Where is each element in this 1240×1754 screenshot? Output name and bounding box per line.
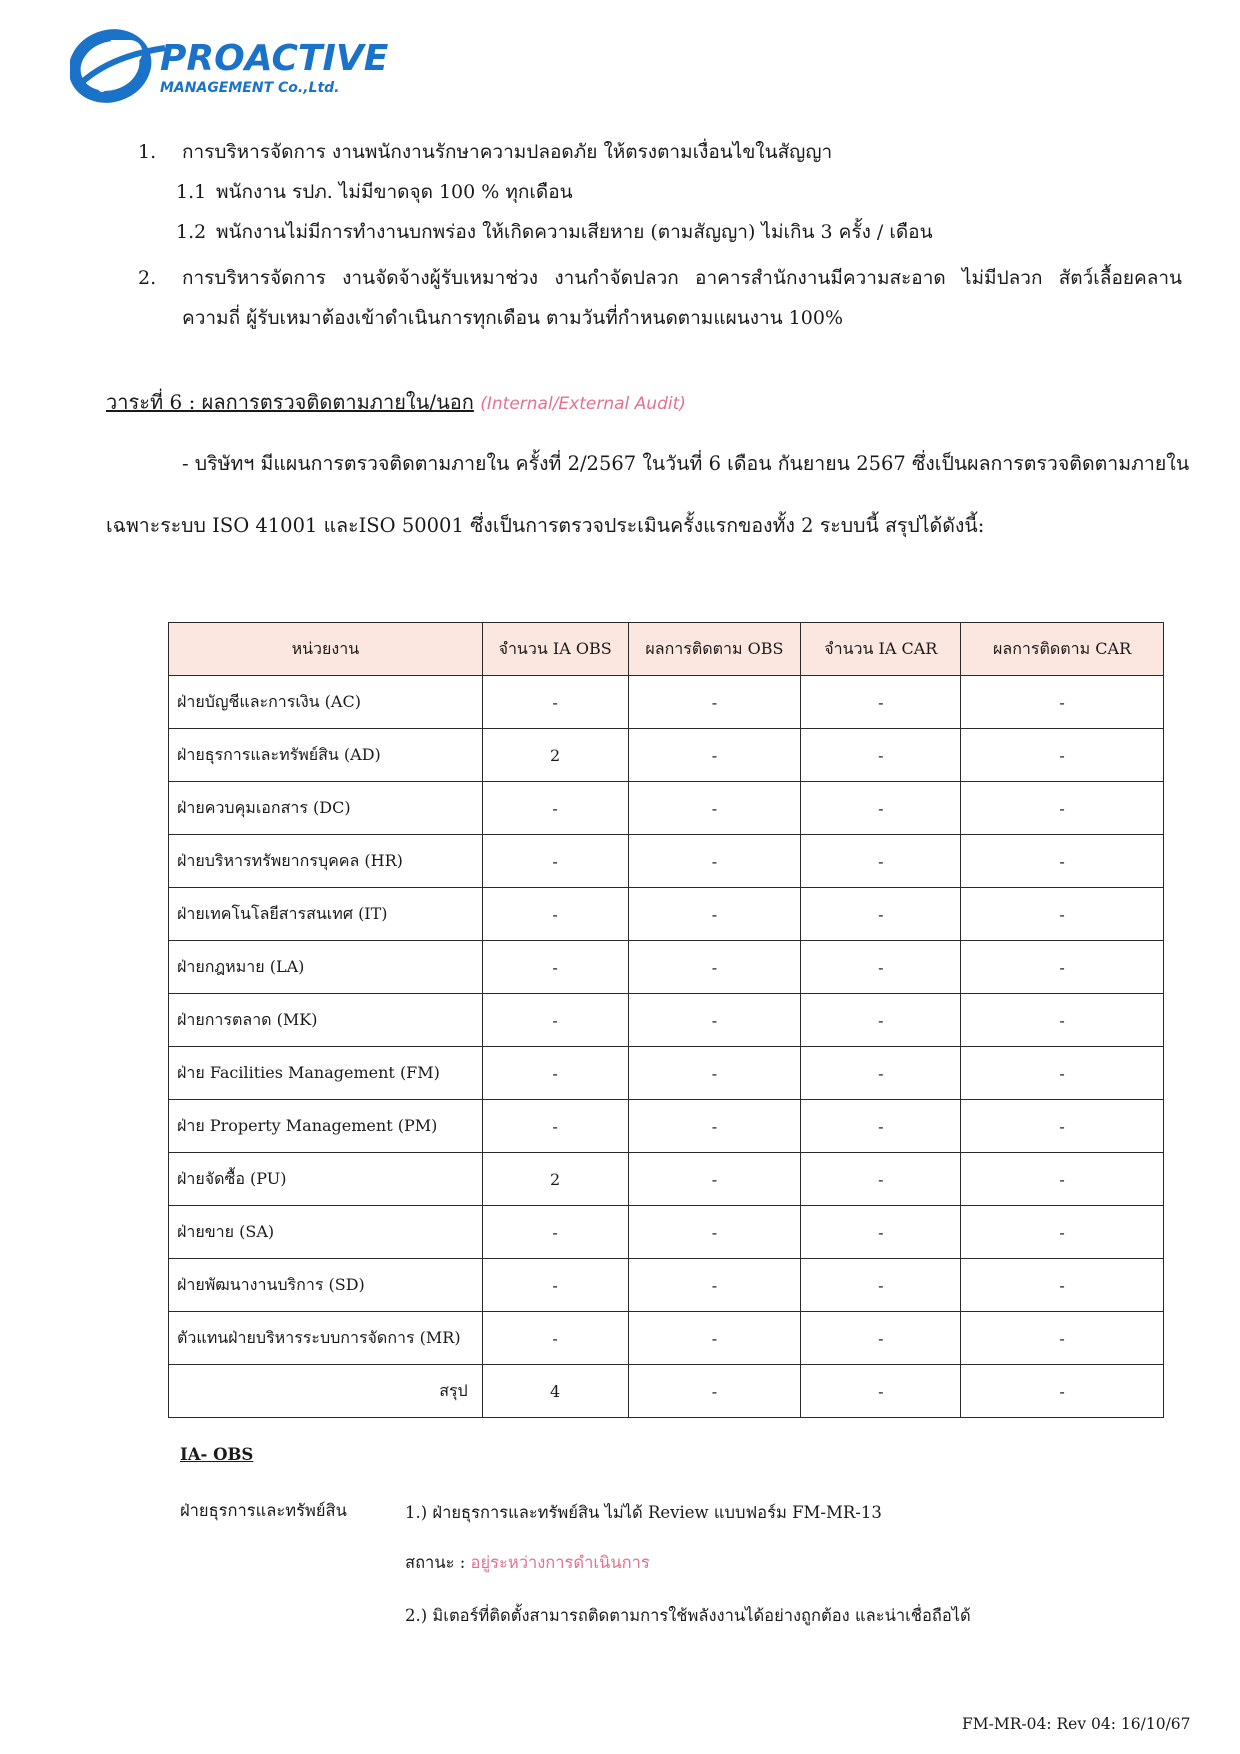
cell-car-followup: - (961, 941, 1164, 994)
list-subitem-number: 1.2 (176, 221, 207, 243)
agenda-heading (106, 386, 686, 418)
logo-subtitle: MANAGEMENT Co.,Ltd. (160, 80, 340, 96)
cell-ia-obs: - (482, 676, 628, 729)
list-item (138, 138, 1168, 178)
obs-note-item-1: 1.) ฝ่ายธุรการและทรัพย์สิน ไม่ได้ Review แบบฟอร์ม FM-MR-13 (405, 1503, 882, 1522)
cell-obs-followup: - (628, 782, 801, 835)
cell-ia-car: - (801, 888, 961, 941)
cell-ia-obs: 2 (482, 1153, 628, 1206)
table-row (169, 888, 1164, 941)
cell-car-followup: - (961, 1100, 1164, 1153)
cell-ia-car: - (801, 729, 961, 782)
cell-department: ฝ่ายจัดซื้อ (PU) (169, 1153, 483, 1206)
cell-obs-followup: - (628, 1047, 801, 1100)
cell-ia-obs: - (482, 1259, 628, 1312)
cell-ia-obs: - (482, 888, 628, 941)
cell-obs-followup: - (628, 835, 801, 888)
cell-car-followup: - (961, 1312, 1164, 1365)
table-row (169, 782, 1164, 835)
header-ia-obs-count: จำนวน IA OBS (482, 623, 628, 676)
cell-ia-obs: - (482, 1312, 628, 1365)
cell-ia-obs: - (482, 1047, 628, 1100)
cell-car-followup: - (961, 1206, 1164, 1259)
cell-obs-followup: - (628, 1259, 801, 1312)
obs-note-item-2: 2.) มิเตอร์ที่ติดตั้งสามารถติดตามการใช้พลังงานได้อย่างถูกต้อง และน่าเชื่อถือได้ (405, 1606, 971, 1625)
cell-department: ฝ่ายบริหารทรัพยากรบุคคล (HR) (169, 835, 483, 888)
table-body (169, 676, 1164, 1418)
list-item-number: 1. (138, 141, 157, 163)
objectives-list (138, 138, 1182, 338)
cell-car-followup: - (961, 888, 1164, 941)
cell-ia-obs: 2 (482, 729, 628, 782)
obs-status-line (405, 1550, 650, 1576)
list-item-text: การบริหารจัดการ งานพนักงานรักษาความปลอดภัย ให้ตรงตามเงื่อนไขในสัญญา (182, 141, 833, 163)
table-row (169, 941, 1164, 994)
cell-department: ฝ่าย Facilities Management (FM) (169, 1047, 483, 1100)
cell-ia-car: - (801, 1100, 961, 1153)
list-subitem-text: พนักงาน รปภ. ไม่มีขาดจุด 100 % ทุกเดือน (216, 181, 573, 203)
header-department: หน่วยงาน (169, 623, 483, 676)
cell-ia-obs: - (482, 941, 628, 994)
cell-car-followup: - (961, 729, 1164, 782)
cell-ia-car: - (801, 941, 961, 994)
company-logo (70, 26, 389, 106)
cell-total-label: สรุป (169, 1365, 483, 1418)
cell-ia-car: - (801, 676, 961, 729)
cell-car-followup: - (961, 835, 1164, 888)
cell-ia-car: - (801, 1365, 961, 1418)
cell-obs-followup: - (628, 676, 801, 729)
cell-car-followup: - (961, 1365, 1164, 1418)
cell-department: ฝ่าย Property Management (PM) (169, 1100, 483, 1153)
cell-car-followup: - (961, 1047, 1164, 1100)
cell-ia-car: - (801, 1047, 961, 1100)
cell-ia-obs: 4 (482, 1365, 628, 1418)
audit-paragraph-line1: - บริษัทฯ มีแผนการตรวจติดตามภายใน ครั้งที่ 2/2567 ในวันที่ 6 เดือน กันยายน 2567 ซึ่งเป็นผลการตรวจติดตามภายใน (182, 452, 1190, 475)
cell-obs-followup: - (628, 1100, 801, 1153)
cell-obs-followup: - (628, 1312, 801, 1365)
cell-ia-car: - (801, 1259, 961, 1312)
cell-car-followup: - (961, 1259, 1164, 1312)
list-subitem (138, 178, 1168, 218)
audit-results-table (168, 622, 1164, 1418)
table-row (169, 835, 1164, 888)
cell-ia-car: - (801, 1153, 961, 1206)
cell-department: ฝ่ายควบคุมเอกสาร (DC) (169, 782, 483, 835)
obs-notes-title: IA- OBS (180, 1445, 254, 1464)
table-row (169, 676, 1164, 729)
list-item (138, 258, 1182, 338)
table-row (169, 1100, 1164, 1153)
cell-department: ฝ่ายธุรการและทรัพย์สิน (AD) (169, 729, 483, 782)
list-item-number: 2. (138, 267, 157, 289)
cell-department: ฝ่ายการตลาด (MK) (169, 994, 483, 1047)
cell-obs-followup: - (628, 1206, 801, 1259)
list-subitem-number: 1.1 (176, 181, 207, 203)
cell-obs-followup: - (628, 1153, 801, 1206)
table-row (169, 1259, 1164, 1312)
document-code-footer: FM-MR-04: Rev 04: 16/10/67 (962, 1715, 1191, 1733)
cell-car-followup: - (961, 782, 1164, 835)
agenda-title: วาระที่ 6 : ผลการตรวจติดตามภายใน/นอก (106, 390, 474, 414)
table-row (169, 1312, 1164, 1365)
status-label: สถานะ : (405, 1553, 471, 1572)
table-row (169, 729, 1164, 782)
cell-obs-followup: - (628, 888, 801, 941)
header-car-followup: ผลการติดตาม CAR (961, 623, 1164, 676)
cell-obs-followup: - (628, 994, 801, 1047)
cell-obs-followup: - (628, 729, 801, 782)
cell-department: ฝ่ายบัญชีและการเงิน (AC) (169, 676, 483, 729)
cell-ia-obs: - (482, 994, 628, 1047)
list-subitem-text: พนักงานไม่มีการทำงานบกพร่อง ให้เกิดความเสียหาย (ตามสัญญา) ไม่เกิน 3 ครั้ง / เดือน (216, 221, 933, 243)
cell-ia-obs: - (482, 1206, 628, 1259)
audit-paragraph-line2: เฉพาะระบบ ISO 41001 และISO 50001 ซึ่งเป็นการตรวจประเมินครั้งแรกของทั้ง 2 ระบบนี้ สรุปได้ดังนี้: (106, 514, 985, 537)
obs-notes-department: ฝ่ายธุรการและทรัพย์สิน (180, 1501, 347, 1520)
table-header-row (169, 623, 1164, 676)
cell-obs-followup: - (628, 1365, 801, 1418)
table-row (169, 1047, 1164, 1100)
list-subitem (138, 218, 1168, 258)
table-row (169, 1153, 1164, 1206)
cell-department: ฝ่ายขาย (SA) (169, 1206, 483, 1259)
table-total-row (169, 1365, 1164, 1418)
cell-department: ฝ่ายเทคโนโลยีสารสนเทศ (IT) (169, 888, 483, 941)
cell-car-followup: - (961, 1153, 1164, 1206)
cell-department: ตัวแทนฝ่ายบริหารระบบการจัดการ (MR) (169, 1312, 483, 1365)
cell-obs-followup: - (628, 941, 801, 994)
header-obs-followup: ผลการติดตาม OBS (628, 623, 801, 676)
cell-ia-obs: - (482, 782, 628, 835)
cell-ia-obs: - (482, 1100, 628, 1153)
cell-ia-car: - (801, 1312, 961, 1365)
agenda-title-en: (Internal/External Audit) (480, 394, 686, 414)
list-item-text: การบริหารจัดการ งานจัดจ้างผู้รับเหมาช่วง งานกำจัดปลวก อาคารสำนักงานมีความสะอาด ไม่มีปลวก สัตว์เลื้อยคลาน ความถี่ ผู้รับเหมาต้องเข้าดำเนินการทุกเดือน ตามวันที่กำหนดตามแผนงาน 100% (182, 267, 1182, 329)
cell-ia-car: - (801, 782, 961, 835)
cell-car-followup: - (961, 994, 1164, 1047)
cell-ia-car: - (801, 835, 961, 888)
table-row (169, 994, 1164, 1047)
cell-ia-car: - (801, 994, 961, 1047)
cell-department: ฝ่ายพัฒนางานบริการ (SD) (169, 1259, 483, 1312)
status-value: อยู่ระหว่างการดำเนินการ (470, 1553, 650, 1572)
cell-department: ฝ่ายกฎหมาย (LA) (169, 941, 483, 994)
header-ia-car-count: จำนวน IA CAR (801, 623, 961, 676)
table-row (169, 1206, 1164, 1259)
cell-ia-car: - (801, 1206, 961, 1259)
logo-name: PROACTIVE (160, 38, 389, 79)
cell-ia-obs: - (482, 835, 628, 888)
cell-car-followup: - (961, 676, 1164, 729)
